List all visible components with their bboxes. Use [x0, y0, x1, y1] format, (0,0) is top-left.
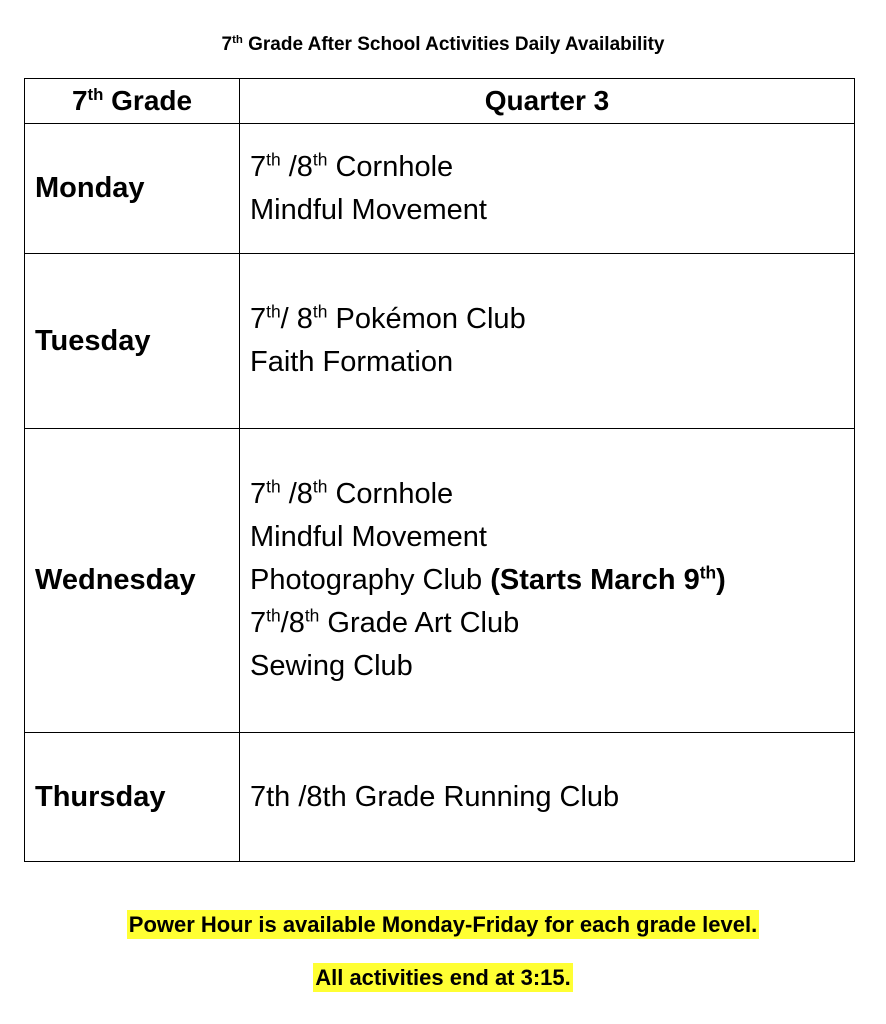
activity-item: 7th /8th Cornhole — [250, 476, 454, 510]
activity-item: 7th /8th Grade Running Club — [250, 780, 620, 813]
table-row — [25, 124, 855, 254]
activities-wednesday — [240, 429, 855, 733]
schedule-table — [24, 78, 855, 862]
end-time-note: All activities end at 3:15. — [315, 965, 571, 990]
activities-monday — [240, 124, 855, 254]
grade-column-header: 7th Grade — [25, 79, 240, 124]
activity-item: 7th/ 8th Pokémon Club — [250, 301, 526, 335]
table-row — [25, 429, 855, 733]
day-thursday: Thursday — [25, 733, 240, 862]
activity-item: Photography Club (Starts March 9th) — [250, 562, 726, 596]
power-hour-note: Power Hour is available Monday-Friday for each grade level. — [128, 912, 758, 937]
table-row — [25, 733, 855, 862]
activity-item: 7th/8th Grade Art Club — [250, 605, 520, 639]
activity-item: Mindful Movement — [250, 521, 487, 553]
activities-tuesday — [240, 254, 855, 429]
activity-item: Mindful Movement — [250, 193, 487, 226]
page-title: 7th Grade After School Activities Daily Availability — [221, 34, 665, 55]
activity-item: 7th /8th Cornhole — [250, 149, 454, 183]
table-header-row — [25, 79, 855, 124]
activity-item: Sewing Club — [250, 650, 413, 682]
day-monday: Monday — [25, 124, 240, 254]
table-row — [25, 254, 855, 429]
day-tuesday: Tuesday — [25, 254, 240, 429]
quarter-column-header: Quarter 3 — [240, 79, 855, 124]
activity-item: Faith Formation — [250, 346, 454, 378]
activities-thursday — [240, 733, 855, 862]
day-wednesday: Wednesday — [25, 429, 240, 733]
